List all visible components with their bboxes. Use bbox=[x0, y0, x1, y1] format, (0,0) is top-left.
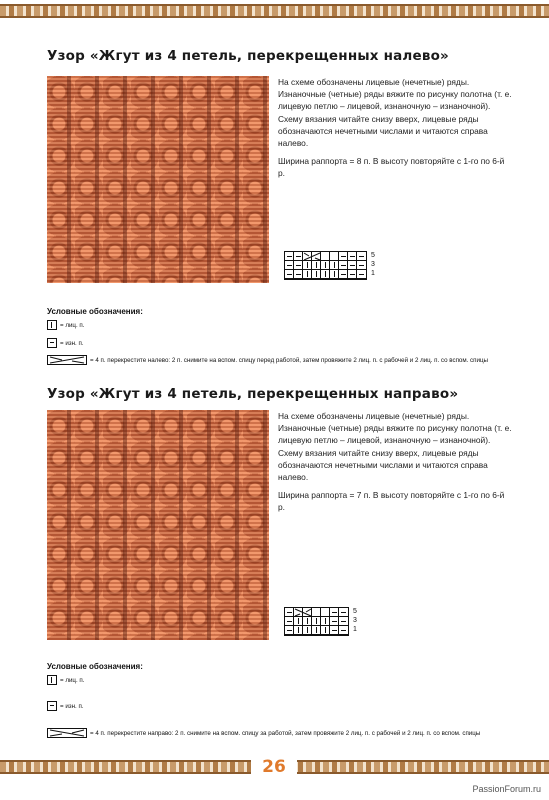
chart-grid bbox=[284, 251, 367, 280]
purl-symbol-icon bbox=[47, 338, 57, 348]
chart-row bbox=[285, 617, 348, 626]
section-1-legend-purl bbox=[47, 338, 84, 348]
legend-text: = лиц. п. bbox=[60, 676, 85, 684]
row-number: 3 bbox=[353, 617, 357, 624]
section-1-legend-heading: Условные обозначения: bbox=[47, 307, 143, 316]
section-2-legend-knit bbox=[47, 675, 84, 685]
section-1-legend-cross bbox=[47, 355, 488, 365]
cross-right-symbol bbox=[285, 608, 348, 617]
row-number: 5 bbox=[371, 252, 375, 259]
row-number: 1 bbox=[353, 626, 357, 633]
watermark: PassionForum.ru bbox=[472, 784, 541, 794]
knit-sample-photo-left-cable bbox=[47, 76, 269, 283]
cross-left-symbol bbox=[285, 252, 366, 261]
section-2-legend-heading: Условные обозначения: bbox=[47, 662, 143, 671]
section-1-knitting-chart bbox=[284, 251, 375, 280]
section-1-paragraph-1: На схеме обозначены лицевые (нечетные) ряды. Изнаночные (четные) ряды вяжите по рисунку полотна (т. е. лицевую петлю – лицевой, изнаночную – изнаночной). Схему вязания читайте снизу вверх, лицевые ряды обозначаются нечетными числами и читаются справа налево. bbox=[278, 77, 512, 149]
knit-sample-photo-right-cable bbox=[47, 410, 269, 640]
chart-row bbox=[285, 270, 366, 279]
chart-row bbox=[285, 626, 348, 635]
section-2-knitting-chart bbox=[284, 607, 357, 636]
legend-text: = 4 п. перекрестите направо: 2 п. снимите на вспом. спицу за работой, затем провяжите 2 лиц. п. с рабочей и 2 лиц. п. со вспом. спицы bbox=[90, 729, 481, 737]
purl-symbol-icon bbox=[47, 701, 57, 711]
chart-row bbox=[285, 261, 366, 270]
knit-symbol-icon bbox=[47, 320, 57, 330]
chart-row-numbers bbox=[353, 607, 357, 634]
section-1-description bbox=[278, 76, 513, 186]
legend-text: = изн. п. bbox=[60, 339, 84, 347]
row-number: 5 bbox=[353, 608, 357, 615]
cross-right-symbol-icon bbox=[47, 728, 87, 738]
section-2-paragraph-1: На схеме обозначены лицевые (нечетные) ряды. Изнаночные (четные) ряды вяжите по рисунку полотна (т. е. лицевую петлю – лицевой, изнаночную – изнаночной). Схему вязания читайте снизу вверх, лицевые ряды обозначаются нечетными числами и читаются справа налево. bbox=[278, 411, 512, 483]
section-2-legend-purl bbox=[47, 701, 84, 711]
chart-grid bbox=[284, 607, 349, 636]
section-2-legend-cross bbox=[47, 728, 480, 738]
section-1-paragraph-2: Ширина раппорта = 8 п. В высоту повторяйте с 1-го по 6-й р. bbox=[278, 156, 505, 179]
section-1-title: Узор «Жгут из 4 петель, перекрещенных налево» bbox=[47, 48, 449, 64]
chart-row-numbers bbox=[371, 251, 375, 278]
legend-text: = лиц. п. bbox=[60, 321, 85, 329]
top-ornament-border bbox=[0, 4, 549, 18]
section-1-legend-knit bbox=[47, 320, 84, 330]
section-2-description bbox=[278, 410, 513, 520]
section-2-title: Узор «Жгут из 4 петель, перекрещенных направо» bbox=[47, 386, 459, 402]
page-number: 26 bbox=[262, 757, 286, 777]
page-number-box bbox=[251, 752, 297, 782]
section-2-paragraph-2: Ширина раппорта = 7 п. В высоту повторяйте с 1-го по 6-й р. bbox=[278, 490, 505, 513]
knit-symbol-icon bbox=[47, 675, 57, 685]
legend-text: = 4 п. перекрестите налево: 2 п. снимите на вспом. спицу перед работой, затем провяжите 2 лиц. п. с рабочей и 2 лиц. п. со вспом. спицы bbox=[90, 356, 488, 364]
legend-text: = изн. п. bbox=[60, 702, 84, 710]
row-number: 1 bbox=[371, 270, 375, 277]
row-number: 3 bbox=[371, 261, 375, 268]
cross-left-symbol-icon bbox=[47, 355, 87, 365]
